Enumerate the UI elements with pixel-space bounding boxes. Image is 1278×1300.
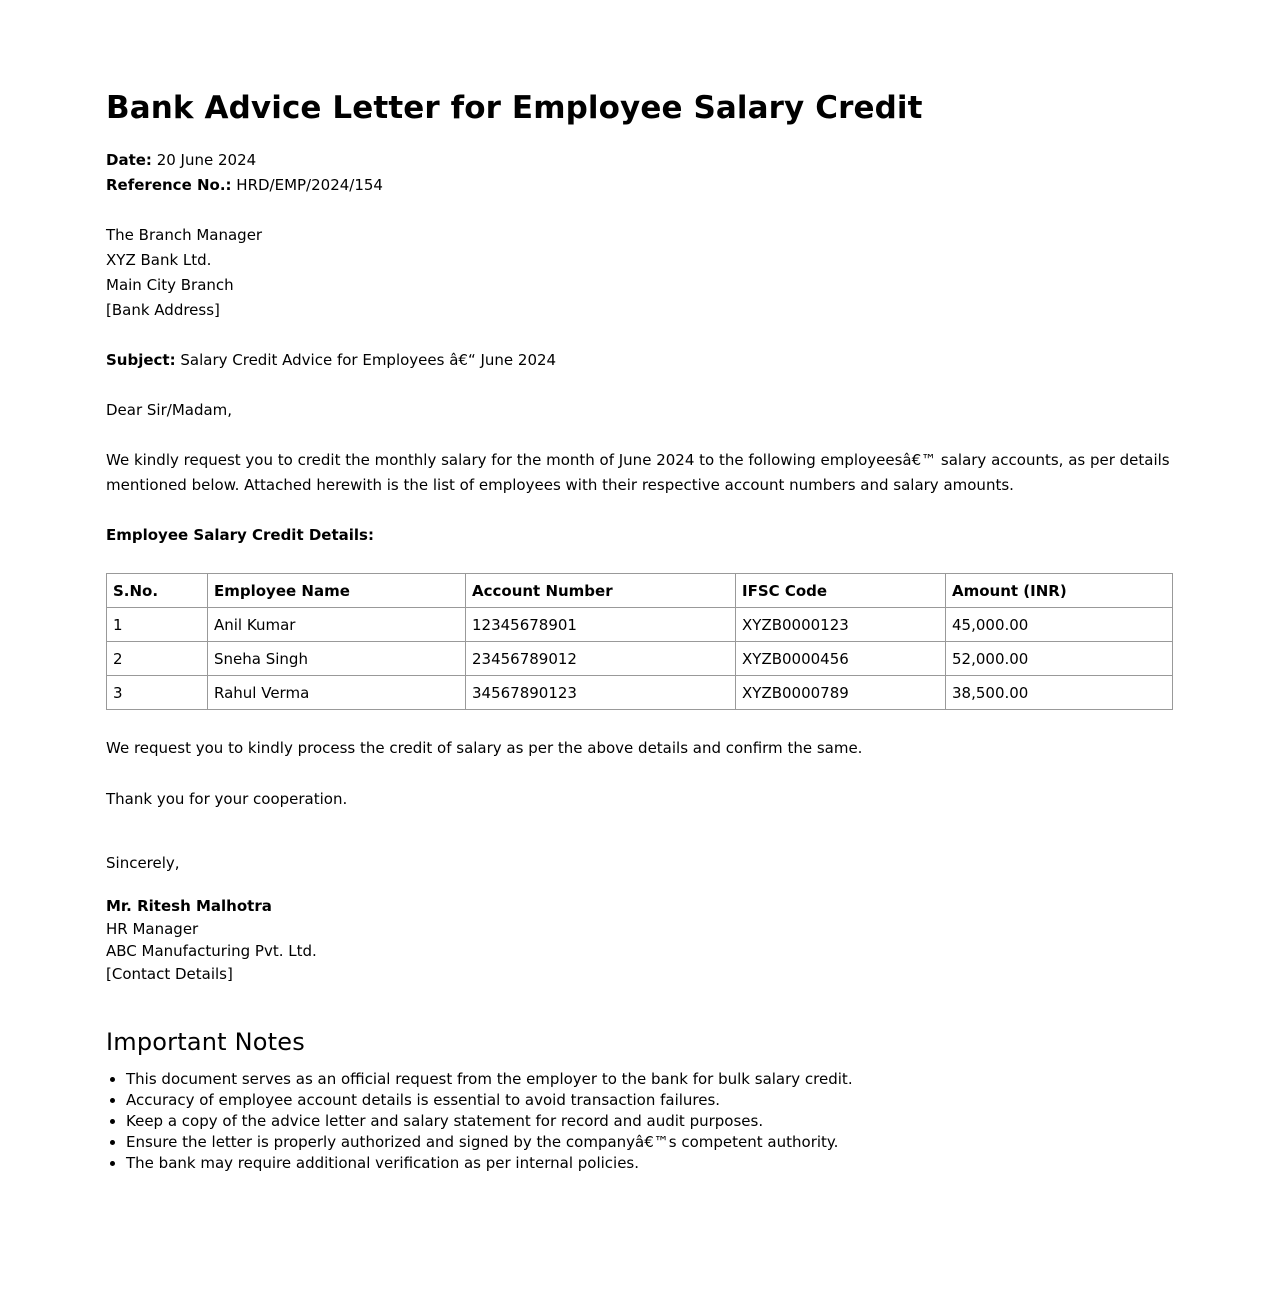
cell-ifsc-code: XYZB0000123 [736, 608, 946, 642]
details-title: Employee Salary Credit Details: [106, 526, 374, 544]
header-account-number: Account Number [466, 574, 736, 608]
header-ifsc-code: IFSC Code [736, 574, 946, 608]
list-item: • The bank may require additional verification as per internal policies. [126, 1153, 1172, 1174]
reference-value: HRD/EMP/2024/154 [231, 176, 383, 194]
cell-account-number: 23456789012 [466, 642, 736, 676]
cell-account-number: 34567890123 [466, 676, 736, 710]
cell-amount: 45,000.00 [946, 608, 1173, 642]
list-item: • Keep a copy of the advice letter and salary statement for record and audit purposes. [126, 1111, 1172, 1132]
cell-employee-name: Rahul Verma [208, 676, 466, 710]
cell-employee-name: Sneha Singh [208, 642, 466, 676]
list-item: • This document serves as an official request from the employer to the bank for bulk salary credit. [126, 1069, 1172, 1090]
page-title: Bank Advice Letter for Employee Salary Credit [106, 90, 923, 126]
header-amount: Amount (INR) [946, 574, 1173, 608]
salary-table [106, 573, 1173, 710]
closing-line: Sincerely, [106, 854, 180, 872]
request-paragraph: We request you to kindly process the credit of salary as per the above details and confirm the same. [106, 739, 863, 757]
cell-sno: 3 [107, 676, 208, 710]
cell-account-number: 12345678901 [466, 608, 736, 642]
reference-line [106, 173, 1172, 198]
recipient-line-1: The Branch Manager [106, 226, 263, 244]
letter-meta [106, 148, 1172, 198]
cell-amount: 38,500.00 [946, 676, 1173, 710]
body-paragraph: We kindly request you to credit the monthly salary for the month of June 2024 to the following employeesâ€™ salary accounts, as per details mentioned below. Attached herewith is the list of employees with their respective account numbers and salary amounts. [106, 451, 1170, 494]
date-value: 20 June 2024 [151, 151, 257, 169]
list-item: • Ensure the letter is properly authorized and signed by the companyâ€™s competent authority. [126, 1132, 1172, 1153]
date-label: Date: [106, 151, 152, 169]
header-sno: S.No. [107, 574, 208, 608]
table-header-row [107, 574, 1173, 608]
cell-employee-name: Anil Kumar [208, 608, 466, 642]
thanks-line: Thank you for your cooperation. [106, 790, 348, 808]
cell-amount: 52,000.00 [946, 642, 1173, 676]
table-row [107, 642, 1173, 676]
cell-ifsc-code: XYZB0000456 [736, 642, 946, 676]
cell-sno: 1 [107, 608, 208, 642]
notes-heading: Important Notes [106, 1028, 305, 1056]
header-employee-name: Employee Name [208, 574, 466, 608]
notes-list [106, 1069, 1172, 1174]
reference-label: Reference No.: [106, 176, 232, 194]
signature-block [106, 895, 1172, 985]
signatory-name: Mr. Ritesh Malhotra [106, 897, 272, 915]
signatory-designation: HR Manager [106, 919, 199, 938]
table-row [107, 676, 1173, 710]
recipient-line-4: [Bank Address] [106, 301, 220, 319]
recipient-line-3: Main City Branch [106, 276, 234, 294]
signatory-company: ABC Manufacturing Pvt. Ltd. [106, 942, 317, 960]
list-item: • Accuracy of employee account details is essential to avoid transaction failures. [126, 1090, 1172, 1111]
date-line [106, 148, 1172, 173]
cell-ifsc-code: XYZB0000789 [736, 676, 946, 710]
table-row [107, 608, 1173, 642]
subject-line [106, 348, 1172, 373]
recipient-address [106, 223, 1172, 323]
greeting: Dear Sir/Madam, [106, 401, 233, 419]
signatory-contact: [Contact Details] [106, 964, 233, 983]
recipient-line-2: XYZ Bank Ltd. [106, 251, 212, 269]
subject-label: Subject: [106, 351, 176, 369]
subject-value: Salary Credit Advice for Employees â€“ June 2024 [175, 351, 557, 369]
cell-sno: 2 [107, 642, 208, 676]
